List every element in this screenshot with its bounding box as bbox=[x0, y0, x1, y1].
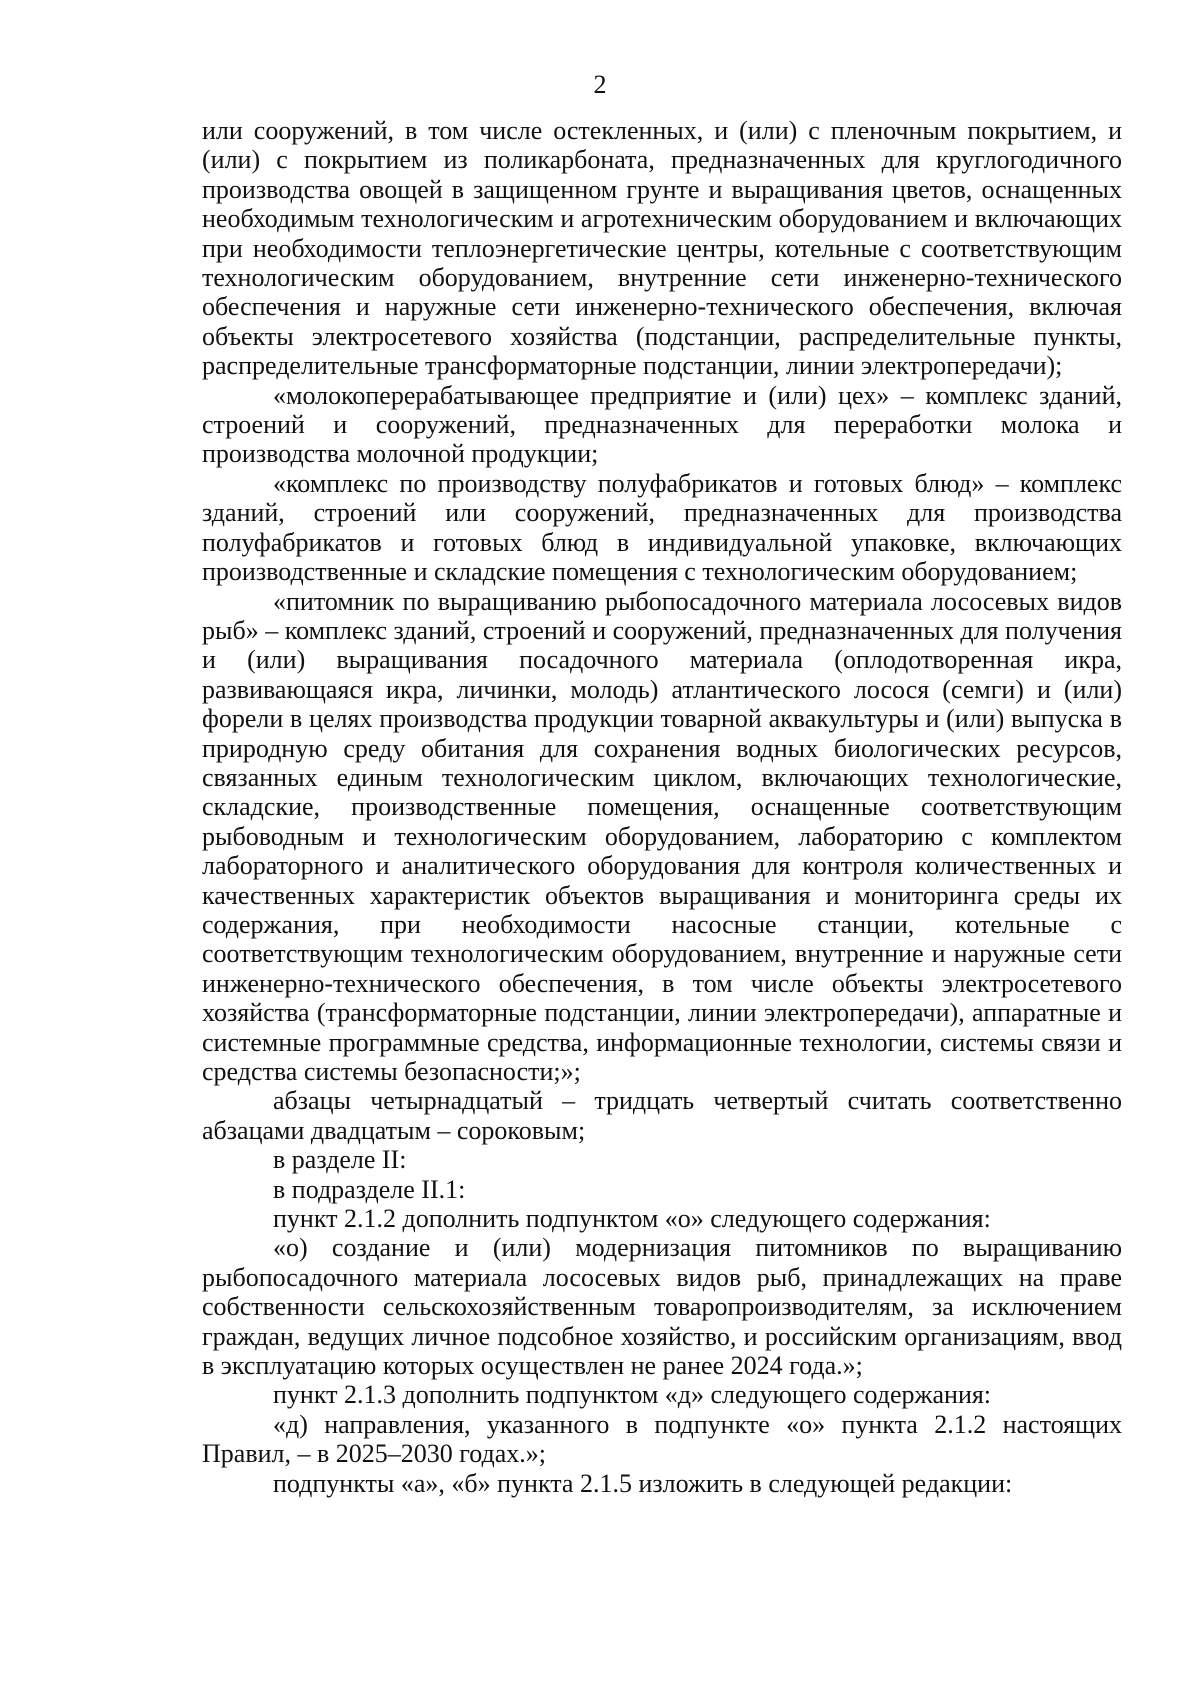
paragraph-semi-finished-complex: «комплекс по производству полуфабрикатов и готовых блюд» – комплекс зданий, строений или сооружений, предназначенных для производства полуфабрикатов и готовых блюд в индивидуальной упаковке, включающих производственные и складские помещения с технологическим оборудованием; bbox=[202, 468, 1122, 587]
paragraph-subsection-ii-1: в подразделе II.1: bbox=[273, 1174, 466, 1204]
paragraph-section-ii: в разделе II: bbox=[273, 1145, 407, 1175]
document-body bbox=[202, 116, 1122, 1498]
paragraph-clause-2-1-2: пункт 2.1.2 дополнить подпунктом «о» следующего содержания: bbox=[273, 1204, 991, 1234]
paragraph-clause-2-1-5: подпункты «а», «б» пункта 2.1.5 изложить в следующей редакции: bbox=[273, 1468, 1013, 1498]
paragraph-greenhouse-continuation: или сооружений, в том числе остекленных, и (или) с пленочным покрытием, и (или) с покрытием из поликарбоната, предназначенных для круглогодичного производства овощей в защищенном грунте и выращивания цветов, оснащенных необходимым технологическим и агротехническим оборудованием и включающих при необходимости теплоэнергетические центры, котельные с соответствующим технологическим оборудованием, внутренние сети инженерно-технического обеспечения и наружные сети инженерно-технического обеспечения, включая объекты электросетевого хозяйства (подстанции, распределительные пункты, распределительные трансформаторные подстанции, линии электропередачи); bbox=[202, 116, 1122, 381]
paragraph-renumbering: абзацы четырнадцатый – тридцать четвертый считать соответственно абзацами двадцатым – сороковым; bbox=[202, 1086, 1122, 1145]
page-number: 2 bbox=[593, 70, 607, 99]
paragraph-fish-nursery: «питомник по выращиванию рыбопосадочного материала лососевых видов рыб» – комплекс зданий, строений и сооружений, предназначенных для получения и (или) выращивания посадочного материала (оплодотворенная икра, развивающаяся икра, личинки, молодь) атлантического лосося (семги) и (или) форели в целях производства продукции товарной аквакультуры и (или) выпуска в природную среду обитания для сохранения водных биологических ресурсов, связанных единым технологическим циклом, включающих технологические, складские, производственные помещения, оснащенные соответствующим рыбоводным и технологическим оборудованием, лабораторию с комплектом лабораторного и аналитического оборудования для контроля количественных и качественных характеристик объектов выращивания и мониторинга среды их содержания, при необходимости насосные станции, котельные с соответствующим технологическим оборудованием, внутренние и наружные сети инженерно-технического обеспечения, в том числе объекты электросетевого хозяйства (трансформаторные подстанции, линии электропередачи), аппаратные и системные программные средства, информационные технологии, системы связи и средства системы безопасности;»; bbox=[202, 586, 1122, 1086]
paragraph-subclause-d: «д) направления, указанного в подпункте «о» пункта 2.1.2 настоящих Правил, – в 2025–2030 годах.»; bbox=[202, 1409, 1122, 1469]
paragraph-subclause-o: «о) создание и (или) модернизация питомников по выращиванию рыбопосадочного материала лососевых видов рыб, принадлежащих на праве собственности сельскохозяйственным товаропроизводителям, за исключением граждан, ведущих личное подсобное хозяйство, и российским организациям, ввод в эксплуатацию которых осуществлен не ранее 2024 года.»; bbox=[202, 1233, 1122, 1381]
paragraph-dairy-plant: «молокоперерабатывающее предприятие и (или) цех» – комплекс зданий, строений и сооружений, предназначенных для переработки молока и производства молочной продукции; bbox=[202, 380, 1122, 469]
paragraph-clause-2-1-3: пункт 2.1.3 дополнить подпунктом «д» следующего содержания: bbox=[273, 1380, 992, 1410]
